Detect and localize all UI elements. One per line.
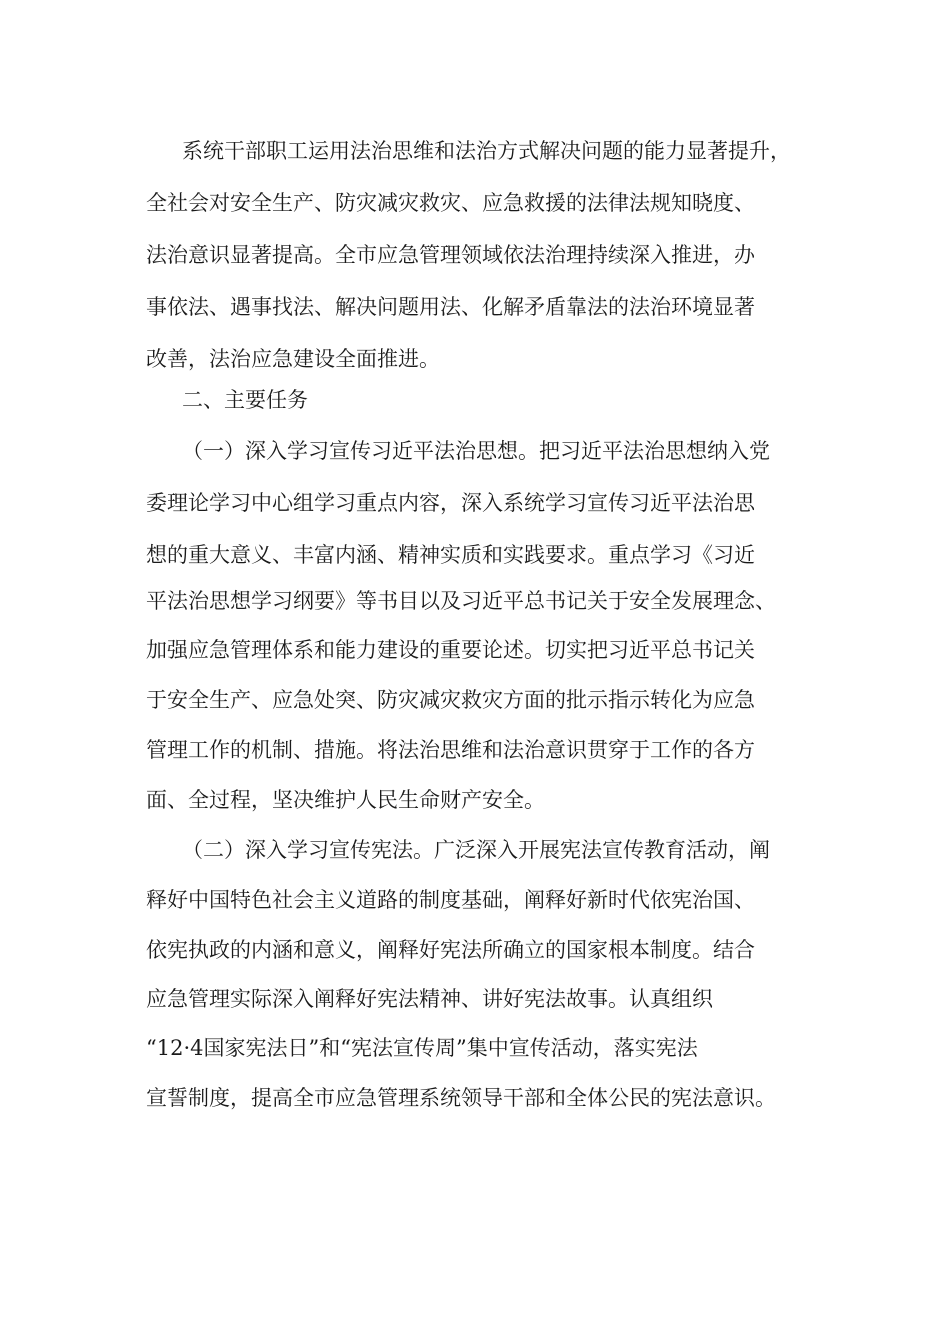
paragraph-line: （一）深入学习宣传习近平法治思想。把习近平法治思想纳入党 xyxy=(182,439,770,463)
paragraph-line: “12·4国家宪法日”和“宪法宣传周”集中宣传活动，落实宪法 xyxy=(146,1036,698,1060)
paragraph-line: （二）深入学习宣传宪法。广泛深入开展宪法宣传教育活动，阐 xyxy=(182,838,770,862)
paragraph-line: 应急管理实际深入阐释好宪法精神、讲好宪法故事。认真组织 xyxy=(146,987,713,1011)
paragraph-line: 平法治思想学习纲要》等书目以及习近平总书记关于安全发展理念、 xyxy=(146,589,776,613)
paragraph-line: 系统干部职工运用法治思维和法治方式解决问题的能力显著提升， xyxy=(182,139,791,163)
paragraph-line: 依宪执政的内涵和意义，阐释好宪法所确立的国家根本制度。结合 xyxy=(146,938,755,962)
paragraph-line: 加强应急管理体系和能力建设的重要论述。切实把习近平总书记关 xyxy=(146,638,755,662)
paragraph-line: 事依法、遇事找法、解决问题用法、化解矛盾靠法的法治环境显著 xyxy=(146,295,755,319)
paragraph-line: 释好中国特色社会主义道路的制度基础，阐释好新时代依宪治国、 xyxy=(146,888,755,912)
paragraph-line: 宣誓制度，提高全市应急管理系统领导干部和全体公民的宪法意识。 xyxy=(146,1086,776,1110)
section-heading: 二、主要任务 xyxy=(182,388,308,412)
paragraph-line: 于安全生产、应急处突、防灾减灾救灾方面的批示指示转化为应急 xyxy=(146,688,755,712)
paragraph-line: 委理论学习中心组学习重点内容，深入系统学习宣传习近平法治思 xyxy=(146,491,755,515)
paragraph-line: 面、全过程，坚决维护人民生命财产安全。 xyxy=(146,788,545,812)
paragraph-line: 全社会对安全生产、防灾减灾救灾、应急救援的法律法规知晓度、 xyxy=(146,191,755,215)
paragraph-line: 改善，法治应急建设全面推进。 xyxy=(146,347,440,371)
paragraph-line: 法治意识显著提高。全市应急管理领域依法治理持续深入推进，办 xyxy=(146,243,755,267)
paragraph-line: 管理工作的机制、措施。将法治思维和法治意识贯穿于工作的各方 xyxy=(146,738,755,762)
paragraph-line: 想的重大意义、丰富内涵、精神实质和实践要求。重点学习《习近 xyxy=(146,543,755,567)
